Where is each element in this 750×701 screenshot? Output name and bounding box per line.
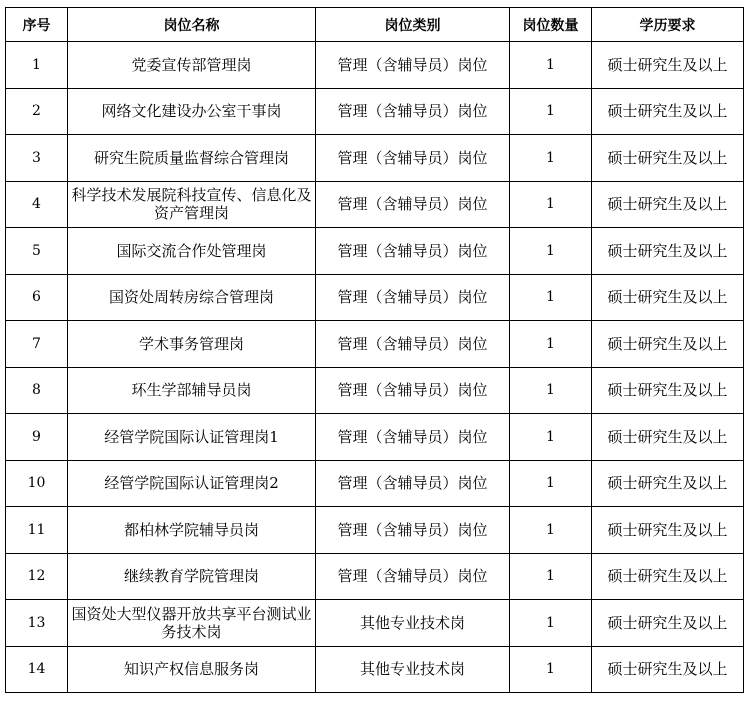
header-row [6,8,744,42]
cell-position-category: 其他专业技术岗 [316,600,510,647]
table-row [6,460,744,507]
cell-position-count: 1 [510,88,592,135]
cell-position-name: 学术事务管理岗 [68,321,316,368]
cell-position-category: 管理（含辅导员）岗位 [316,42,510,89]
cell-education-requirement: 硕士研究生及以上 [592,646,744,693]
cell-position-category: 管理（含辅导员）岗位 [316,367,510,414]
cell-position-count: 1 [510,367,592,414]
table-row [6,181,744,228]
cell-position-name: 国际交流合作处管理岗 [68,228,316,275]
cell-position-category: 管理（含辅导员）岗位 [316,274,510,321]
cell-serial-number: 5 [6,228,68,275]
cell-position-count: 1 [510,460,592,507]
cell-education-requirement: 硕士研究生及以上 [592,88,744,135]
cell-education-requirement: 硕士研究生及以上 [592,181,744,228]
cell-serial-number: 7 [6,321,68,368]
table-row [6,414,744,461]
cell-serial-number: 3 [6,135,68,182]
cell-position-category: 管理（含辅导员）岗位 [316,181,510,228]
cell-position-category: 管理（含辅导员）岗位 [316,321,510,368]
cell-position-category: 管理（含辅导员）岗位 [316,460,510,507]
cell-position-count: 1 [510,42,592,89]
cell-position-name: 党委宣传部管理岗 [68,42,316,89]
cell-education-requirement: 硕士研究生及以上 [592,553,744,600]
cell-position-category: 管理（含辅导员）岗位 [316,228,510,275]
cell-education-requirement: 硕士研究生及以上 [592,367,744,414]
cell-education-requirement: 硕士研究生及以上 [592,507,744,554]
cell-serial-number: 9 [6,414,68,461]
cell-serial-number: 6 [6,274,68,321]
cell-position-count: 1 [510,646,592,693]
cell-position-category: 管理（含辅导员）岗位 [316,553,510,600]
cell-position-count: 1 [510,274,592,321]
table-row [6,367,744,414]
cell-serial-number: 14 [6,646,68,693]
cell-serial-number: 10 [6,460,68,507]
table-row [6,42,744,89]
header-position-category: 岗位类别 [316,8,510,42]
cell-education-requirement: 硕士研究生及以上 [592,460,744,507]
cell-serial-number: 4 [6,181,68,228]
header-education-requirement: 学历要求 [592,8,744,42]
cell-position-category: 其他专业技术岗 [316,646,510,693]
cell-position-name: 网络文化建设办公室干事岗 [68,88,316,135]
cell-position-name: 经管学院国际认证管理岗1 [68,414,316,461]
cell-position-category: 管理（含辅导员）岗位 [316,507,510,554]
cell-position-name: 研究生院质量监督综合管理岗 [68,135,316,182]
table-row [6,507,744,554]
cell-position-name: 知识产权信息服务岗 [68,646,316,693]
cell-serial-number: 12 [6,553,68,600]
cell-position-name: 都柏林学院辅导员岗 [68,507,316,554]
cell-serial-number: 8 [6,367,68,414]
table-row [6,88,744,135]
cell-education-requirement: 硕士研究生及以上 [592,42,744,89]
cell-position-count: 1 [510,228,592,275]
cell-education-requirement: 硕士研究生及以上 [592,135,744,182]
positions-table [5,7,744,693]
cell-position-count: 1 [510,507,592,554]
cell-education-requirement: 硕士研究生及以上 [592,414,744,461]
cell-position-count: 1 [510,181,592,228]
table-row [6,553,744,600]
cell-serial-number: 11 [6,507,68,554]
cell-position-category: 管理（含辅导员）岗位 [316,88,510,135]
cell-position-count: 1 [510,414,592,461]
cell-education-requirement: 硕士研究生及以上 [592,321,744,368]
cell-position-name: 科学技术发展院科技宣传、信息化及资产管理岗 [68,181,316,228]
header-position-name: 岗位名称 [68,8,316,42]
cell-position-category: 管理（含辅导员）岗位 [316,135,510,182]
header-position-count: 岗位数量 [510,8,592,42]
table-row [6,228,744,275]
cell-position-name: 国资处周转房综合管理岗 [68,274,316,321]
cell-position-name: 国资处大型仪器开放共享平台测试业务技术岗 [68,600,316,647]
cell-position-name: 继续教育学院管理岗 [68,553,316,600]
cell-education-requirement: 硕士研究生及以上 [592,274,744,321]
cell-education-requirement: 硕士研究生及以上 [592,228,744,275]
table-row [6,274,744,321]
cell-position-count: 1 [510,321,592,368]
cell-position-count: 1 [510,135,592,182]
header-serial-number: 序号 [6,8,68,42]
cell-serial-number: 2 [6,88,68,135]
cell-serial-number: 13 [6,600,68,647]
cell-education-requirement: 硕士研究生及以上 [592,600,744,647]
table-row [6,321,744,368]
cell-position-count: 1 [510,553,592,600]
table-row [6,646,744,693]
table-row [6,135,744,182]
cell-position-category: 管理（含辅导员）岗位 [316,414,510,461]
table-row [6,600,744,647]
cell-serial-number: 1 [6,42,68,89]
cell-position-count: 1 [510,600,592,647]
cell-position-name: 环生学部辅导员岗 [68,367,316,414]
cell-position-name: 经管学院国际认证管理岗2 [68,460,316,507]
